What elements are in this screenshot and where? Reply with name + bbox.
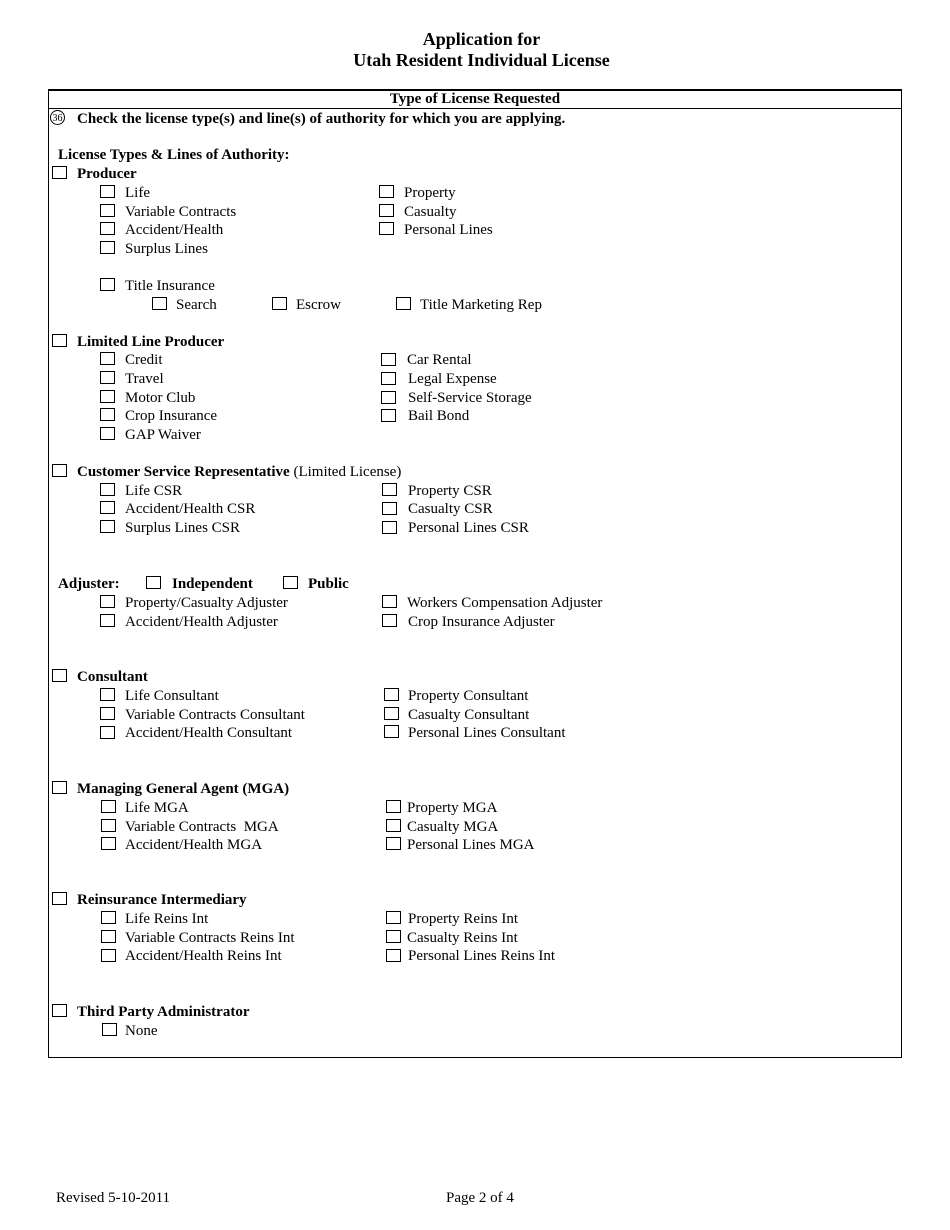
- life-mga-checkbox[interactable]: [101, 800, 116, 813]
- crop-insurance-adjuster-checkbox[interactable]: [382, 614, 397, 627]
- variable-contracts-reins-checkbox[interactable]: [101, 930, 116, 943]
- personal-lines-checkbox[interactable]: [379, 222, 394, 235]
- accident-health-adjuster-checkbox[interactable]: [100, 614, 115, 627]
- casualty-consultant-label: Casualty Consultant: [408, 707, 530, 723]
- title-line-2: Utah Resident Individual License: [353, 50, 610, 70]
- accident-health-csr-checkbox[interactable]: [100, 501, 115, 514]
- none-label: None: [125, 1023, 158, 1039]
- life-csr-checkbox[interactable]: [100, 483, 115, 496]
- adjuster-label: Adjuster:: [58, 576, 120, 592]
- reins-label: Reinsurance Intermediary: [77, 892, 247, 908]
- bail-bond-label: Bail Bond: [408, 408, 470, 424]
- casualty-mga-checkbox[interactable]: [386, 819, 401, 832]
- mga-checkbox[interactable]: [52, 781, 67, 794]
- life-mga-label: Life MGA: [125, 800, 189, 816]
- property-checkbox[interactable]: [379, 185, 394, 198]
- accident-health-mga-label: Accident/Health MGA: [125, 837, 263, 853]
- travel-label: Travel: [125, 371, 164, 387]
- accident-health-csr-label: Accident/Health CSR: [125, 501, 256, 517]
- life-reins-label: Life Reins Int: [125, 911, 209, 927]
- consultant-label: Consultant: [77, 669, 148, 685]
- casualty-consultant-checkbox[interactable]: [384, 707, 399, 720]
- accident-health-mga-checkbox[interactable]: [101, 837, 116, 850]
- legal-expense-label: Legal Expense: [408, 371, 497, 387]
- personal-lines-consultant-label: Personal Lines Consultant: [408, 725, 566, 741]
- life-consultant-label: Life Consultant: [125, 688, 219, 704]
- casualty-label: Casualty: [404, 204, 457, 220]
- casualty-reins-checkbox[interactable]: [386, 930, 401, 943]
- car-rental-label: Car Rental: [407, 352, 472, 368]
- limited-line-label: Limited Line Producer: [77, 334, 225, 350]
- page-number: Page 2 of 4: [446, 1190, 514, 1206]
- accident-health-checkbox[interactable]: [100, 222, 115, 235]
- search-checkbox[interactable]: [152, 297, 167, 310]
- motor-club-label: Motor Club: [125, 390, 196, 406]
- personal-lines-reins-checkbox[interactable]: [386, 949, 401, 962]
- consultant-checkbox[interactable]: [52, 669, 67, 682]
- authority-subheading: License Types & Lines of Authority:: [58, 147, 290, 163]
- public-checkbox[interactable]: [283, 576, 298, 589]
- variable-contracts-consultant-checkbox[interactable]: [100, 707, 115, 720]
- life-consultant-checkbox[interactable]: [100, 688, 115, 701]
- property-casualty-adjuster-checkbox[interactable]: [100, 595, 115, 608]
- life-reins-checkbox[interactable]: [101, 911, 116, 924]
- search-label: Search: [176, 297, 217, 313]
- escrow-label: Escrow: [296, 297, 341, 313]
- variable-contracts-mga-label: Variable Contracts MGA: [125, 819, 279, 835]
- credit-label: Credit: [125, 352, 163, 368]
- variable-contracts-mga-checkbox[interactable]: [101, 819, 116, 832]
- life-label: Life: [125, 185, 150, 201]
- revised-date: Revised 5-10-2011: [56, 1190, 171, 1206]
- property-casualty-adjuster-label: Property/Casualty Adjuster: [125, 595, 288, 611]
- property-mga-label: Property MGA: [407, 800, 498, 816]
- property-reins-checkbox[interactable]: [386, 911, 401, 924]
- accident-health-consultant-label: Accident/Health Consultant: [125, 725, 293, 741]
- self-service-storage-label: Self-Service Storage: [408, 390, 532, 406]
- personal-lines-mga-checkbox[interactable]: [386, 837, 401, 850]
- title-marketing-rep-checkbox[interactable]: [396, 297, 411, 310]
- none-checkbox[interactable]: [102, 1023, 117, 1036]
- crop-insurance-adjuster-label: Crop Insurance Adjuster: [408, 614, 555, 630]
- travel-checkbox[interactable]: [100, 371, 115, 384]
- crop-insurance-label: Crop Insurance: [125, 408, 218, 424]
- instruction-text: Check the license type(s) and line(s) of authority for which you are applying.: [77, 111, 566, 127]
- personal-lines-label: Personal Lines: [404, 222, 493, 238]
- limited-line-checkbox[interactable]: [52, 334, 67, 347]
- producer-label: Producer: [77, 166, 137, 182]
- csr-heading: [77, 463, 401, 481]
- gap-waiver-checkbox[interactable]: [100, 427, 115, 440]
- variable-contracts-reins-label: Variable Contracts Reins Int: [125, 930, 295, 946]
- mga-label: Managing General Agent (MGA): [77, 781, 290, 797]
- life-checkbox[interactable]: [100, 185, 115, 198]
- personal-lines-reins-label: Personal Lines Reins Int: [408, 948, 556, 964]
- accident-health-reins-label: Accident/Health Reins Int: [125, 948, 282, 964]
- property-csr-label: Property CSR: [408, 483, 492, 499]
- gap-waiver-label: GAP Waiver: [125, 427, 201, 443]
- title-marketing-rep-label: Title Marketing Rep: [420, 297, 542, 313]
- life-csr-label: Life CSR: [125, 483, 183, 499]
- surplus-lines-csr-label: Surplus Lines CSR: [125, 520, 241, 536]
- tpa-checkbox[interactable]: [52, 1004, 67, 1017]
- producer-checkbox[interactable]: [52, 166, 67, 179]
- title-insurance-label: Title Insurance: [125, 278, 215, 294]
- car-rental-checkbox[interactable]: [381, 353, 396, 366]
- reins-checkbox[interactable]: [52, 892, 67, 905]
- casualty-csr-checkbox[interactable]: [382, 502, 397, 515]
- section-header: Type of License Requested: [389, 91, 561, 107]
- property-csr-checkbox[interactable]: [382, 483, 397, 496]
- casualty-reins-label: Casualty Reins Int: [407, 930, 518, 946]
- independent-label: Independent: [172, 576, 253, 592]
- surplus-lines-label: Surplus Lines: [125, 241, 208, 257]
- variable-contracts-consultant-label: Variable Contracts Consultant: [125, 707, 305, 723]
- property-reins-label: Property Reins Int: [408, 911, 518, 927]
- independent-checkbox[interactable]: [146, 576, 161, 589]
- public-label: Public: [308, 576, 349, 592]
- header-rule: [48, 108, 902, 109]
- title-insurance-checkbox[interactable]: [100, 278, 115, 291]
- credit-checkbox[interactable]: [100, 352, 115, 365]
- workers-comp-adjuster-checkbox[interactable]: [382, 595, 397, 608]
- csr-checkbox[interactable]: [52, 464, 67, 477]
- casualty-checkbox[interactable]: [379, 204, 394, 217]
- motor-club-checkbox[interactable]: [100, 390, 115, 403]
- surplus-lines-csr-checkbox[interactable]: [100, 520, 115, 533]
- casualty-mga-label: Casualty MGA: [407, 819, 499, 835]
- personal-lines-csr-checkbox[interactable]: [382, 521, 397, 534]
- casualty-csr-label: Casualty CSR: [408, 501, 493, 517]
- legal-expense-checkbox[interactable]: [381, 372, 396, 385]
- property-label: Property: [404, 185, 456, 201]
- property-consultant-label: Property Consultant: [408, 688, 529, 704]
- tpa-label: Third Party Administrator: [77, 1004, 250, 1020]
- escrow-checkbox[interactable]: [272, 297, 287, 310]
- bail-bond-checkbox[interactable]: [381, 409, 396, 422]
- csr-label: Customer Service Representative: [77, 464, 290, 480]
- property-consultant-checkbox[interactable]: [384, 688, 399, 701]
- personal-lines-mga-label: Personal Lines MGA: [407, 837, 535, 853]
- variable-contracts-label: Variable Contracts: [125, 204, 237, 220]
- surplus-lines-checkbox[interactable]: [100, 241, 115, 254]
- item-number-badge: 36: [50, 110, 65, 125]
- accident-health-adjuster-label: Accident/Health Adjuster: [125, 614, 278, 630]
- variable-contracts-checkbox[interactable]: [100, 204, 115, 217]
- property-mga-checkbox[interactable]: [386, 800, 401, 813]
- personal-lines-csr-label: Personal Lines CSR: [408, 520, 529, 536]
- workers-comp-adjuster-label: Workers Compensation Adjuster: [407, 595, 603, 611]
- accident-health-consultant-checkbox[interactable]: [100, 726, 115, 739]
- crop-insurance-checkbox[interactable]: [100, 408, 115, 421]
- title-line-1: Application for: [422, 29, 541, 49]
- personal-lines-consultant-checkbox[interactable]: [384, 725, 399, 738]
- self-service-storage-checkbox[interactable]: [381, 391, 396, 404]
- csr-note: (Limited License): [289, 464, 402, 480]
- accident-health-reins-checkbox[interactable]: [101, 949, 116, 962]
- accident-health-label: Accident/Health: [125, 222, 224, 238]
